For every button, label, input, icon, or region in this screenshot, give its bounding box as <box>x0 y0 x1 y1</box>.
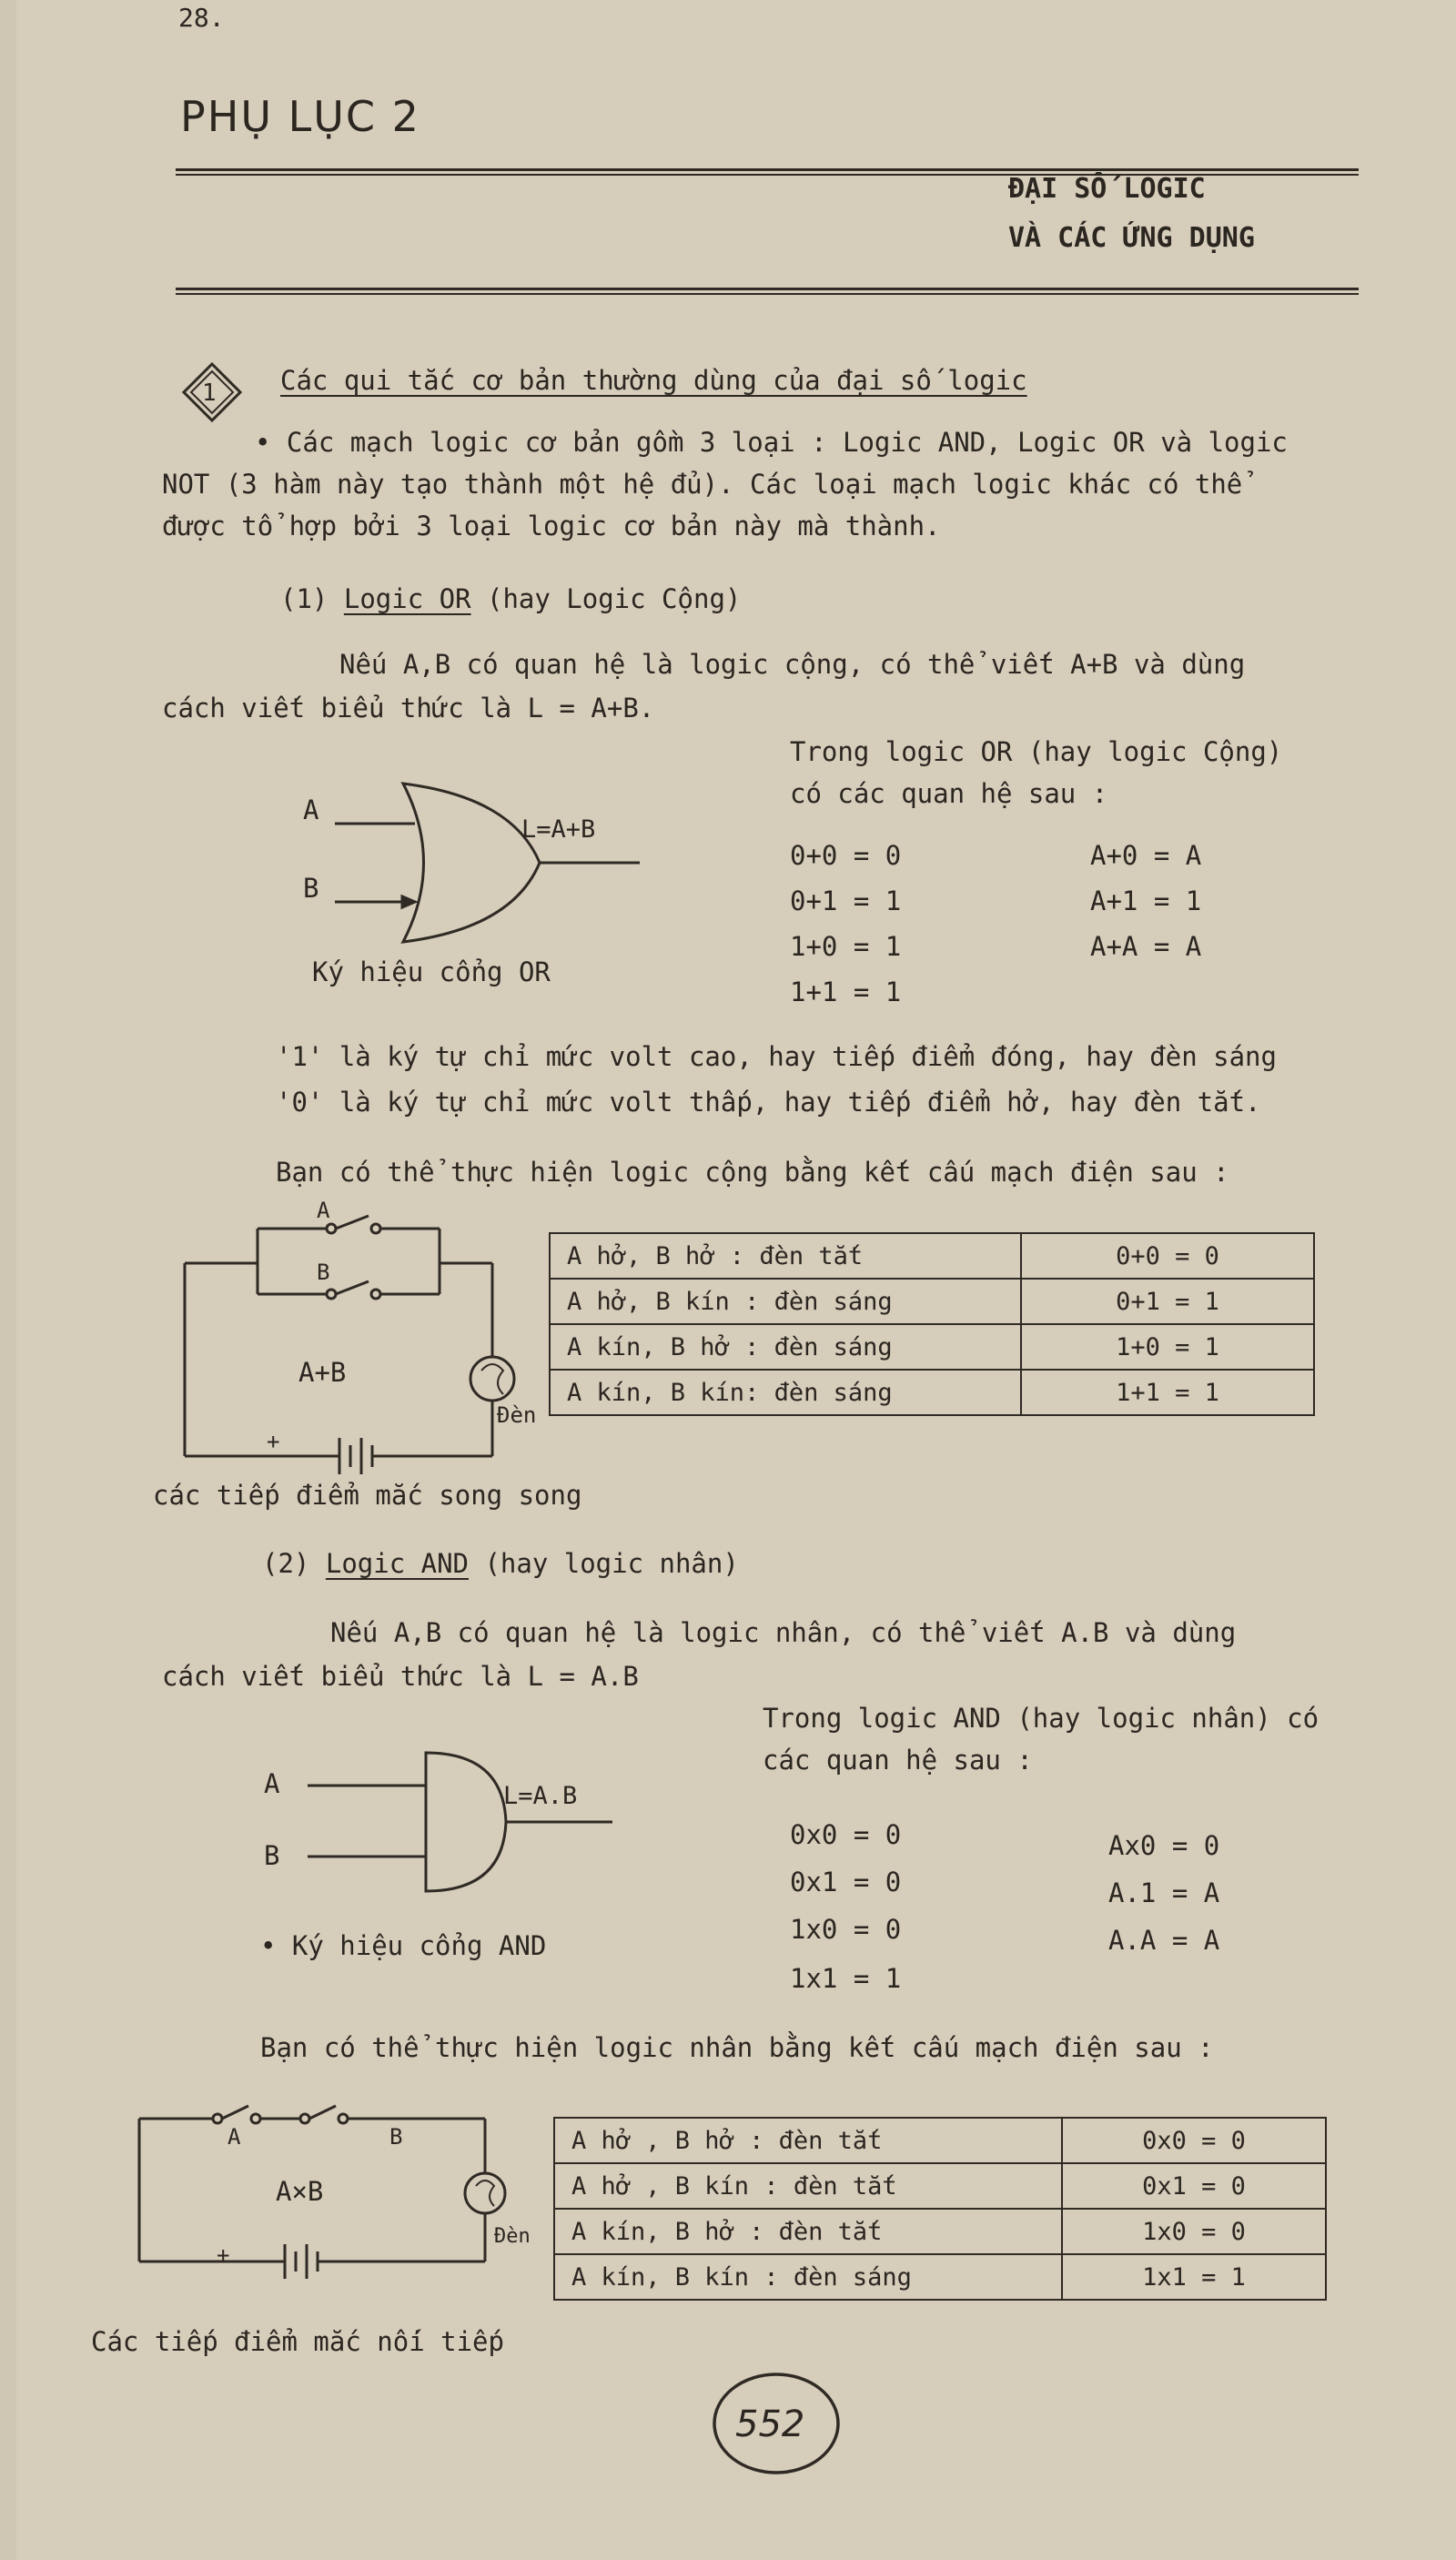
table-row <box>550 1279 1314 1324</box>
table-cell-expr: 0x0 = 0 <box>1062 2118 1326 2163</box>
or-relation-left-4: 1+1 = 1 <box>790 976 902 1007</box>
and-relation-left-1: 0x0 = 0 <box>790 1819 902 1850</box>
or-gate-output: L=A+B <box>521 815 596 844</box>
and-heading-title: Logic AND <box>325 1548 469 1579</box>
or-circuit-intro: Bạn có thể thực hiện logic cộng bằng kết cấu mạch điện sau : <box>276 1157 1229 1188</box>
table-cell-state: A hở, B kín : đèn sáng <box>550 1279 1021 1324</box>
and-relations-intro-1: Trong logic AND (hay logic nhân) có <box>763 1703 1320 1734</box>
and-circuit-battery-plus: + <box>217 2242 230 2268</box>
table-cell-expr: 0+1 = 1 <box>1021 1279 1314 1324</box>
and-relation-right-3: A.A = A <box>1108 1925 1220 1956</box>
or-relations-intro-2: có các quan hệ sau : <box>790 778 1108 809</box>
table-row <box>554 2209 1326 2254</box>
or-circuit-battery-plus: + <box>267 1429 280 1454</box>
series-circuit <box>121 2102 531 2284</box>
and-heading-rest: (hay logic nhân) <box>469 1548 739 1579</box>
page-number: 28. <box>178 3 225 33</box>
document-page <box>16 0 1456 2560</box>
or-heading-rest: (hay Logic Cộng) <box>470 583 742 614</box>
and-gate-input-b: B <box>264 1840 280 1871</box>
intro-line-2: NOT (3 hàm này tạo thành một hệ đủ). Các loại mạch logic khác có thể <box>162 469 1243 500</box>
or-circuit-label: A+B <box>298 1357 347 1388</box>
section-number: 1 <box>202 379 217 407</box>
table-cell-state: A kín, B hở : đèn tắt <box>554 2209 1062 2254</box>
intro-line-1: • Các mạch logic cơ bản gồm 3 loại : Logic AND, Logic OR và logic <box>255 427 1288 458</box>
table-cell-expr: 1x1 = 1 <box>1062 2254 1326 2300</box>
or-gate-input-b: B <box>303 873 319 904</box>
subtitle-line-1: ĐẠI SỐ LOGIC <box>1008 173 1206 205</box>
and-gate-input-a: A <box>264 1768 280 1799</box>
and-gate-symbol <box>289 1745 635 1900</box>
or-circuit-switch-a-label: A <box>317 1198 330 1223</box>
or-para-line-2: cách viết biểu thức là L = A+B. <box>162 693 655 723</box>
table-row <box>554 2163 1326 2209</box>
table-cell-expr: 1x0 = 0 <box>1062 2209 1326 2254</box>
or-circuit-lamp-label: Đèn <box>497 1402 537 1428</box>
header-rule-bottom-2 <box>176 293 1359 295</box>
table-cell-expr: 1+1 = 1 <box>1021 1370 1314 1415</box>
table-cell-expr: 0x1 = 0 <box>1062 2163 1326 2209</box>
or-truth-table <box>549 1232 1315 1416</box>
and-circuit-lamp-label: Đèn <box>494 2225 531 2248</box>
table-cell-expr: 1+0 = 1 <box>1021 1324 1314 1370</box>
or-relation-right-1: A+0 = A <box>1090 840 1202 871</box>
and-relation-left-4: 1x1 = 1 <box>790 1963 902 1994</box>
and-gate-caption: • Ký hiệu cổng AND <box>260 1930 547 1961</box>
and-relation-right-1: Ax0 = 0 <box>1108 1830 1220 1861</box>
and-para-line-1: Nếu A,B có quan hệ là logic nhân, có thể viết A.B và dùng <box>330 1617 1237 1648</box>
appendix-title: PHỤ LỤC 2 <box>180 92 420 141</box>
or-gate-caption: Ký hiệu cổng OR <box>312 956 551 987</box>
or-heading-number: (1) <box>280 583 329 614</box>
and-circuit-intro: Bạn có thể thực hiện logic nhân bằng kết cấu mạch điện sau : <box>260 2032 1214 2063</box>
or-relation-left-1: 0+0 = 0 <box>790 840 902 871</box>
table-row <box>550 1324 1314 1370</box>
intro-line-3: được tổ hợp bởi 3 loại logic cơ bản này mà thành. <box>162 511 941 541</box>
and-circuit-switch-a-label: A <box>228 2124 241 2150</box>
and-para-line-2: cách viết biểu thức là L = A.B <box>162 1661 639 1692</box>
note-line-1: '1' là ký tự chỉ mức volt cao, hay tiếp điểm đóng, hay đèn sáng <box>276 1041 1277 1072</box>
header-rule-bottom <box>176 288 1359 290</box>
or-heading-title: Logic OR <box>343 583 471 614</box>
table-cell-expr: 0+0 = 0 <box>1021 1233 1314 1279</box>
and-relations-intro-2: các quan hệ sau : <box>763 1745 1033 1776</box>
and-relation-left-2: 0x1 = 0 <box>790 1867 902 1897</box>
or-relation-left-3: 1+0 = 1 <box>790 931 902 962</box>
or-relation-left-2: 0+1 = 1 <box>790 885 902 916</box>
and-relation-right-2: A.1 = A <box>1108 1877 1220 1908</box>
section-heading: Các qui tắc cơ bản thường dùng của đại số logic <box>280 365 1027 396</box>
table-cell-state: A kín, B hở : đèn sáng <box>550 1324 1021 1370</box>
and-circuit-caption: Các tiếp điểm mắc nối tiếp <box>91 2326 504 2357</box>
and-circuit-label: A×B <box>276 2176 324 2207</box>
or-relation-right-2: A+1 = 1 <box>1090 885 1202 916</box>
or-gate-symbol <box>308 778 653 960</box>
or-circuit-caption: các tiếp điểm mắc song song <box>153 1480 582 1511</box>
and-circuit-switch-b-label: B <box>389 2124 403 2150</box>
table-cell-state: A hở, B hở : đèn tắt <box>550 1233 1021 1279</box>
table-row <box>550 1370 1314 1415</box>
or-circuit-switch-b-label: B <box>317 1260 330 1285</box>
parallel-circuit <box>167 1201 531 1474</box>
and-heading <box>262 1547 739 1580</box>
table-row <box>550 1233 1314 1279</box>
table-row <box>554 2254 1326 2300</box>
and-heading-number: (2) <box>262 1548 310 1579</box>
table-row <box>554 2118 1326 2163</box>
table-cell-state: A hở , B hở : đèn tắt <box>554 2118 1062 2163</box>
table-cell-state: A kín, B kín : đèn sáng <box>554 2254 1062 2300</box>
or-gate-input-a: A <box>303 794 319 825</box>
or-para-line-1: Nếu A,B có quan hệ là logic cộng, có thể viết A+B và dùng <box>339 649 1246 680</box>
table-cell-state: A hở , B kín : đèn tắt <box>554 2163 1062 2209</box>
note-line-2: '0' là ký tự chỉ mức volt thấp, hay tiếp điểm hở, hay đèn tắt. <box>276 1087 1261 1118</box>
and-relation-left-3: 1x0 = 0 <box>790 1914 902 1945</box>
and-truth-table <box>553 2117 1327 2301</box>
or-relation-right-3: A+A = A <box>1090 931 1202 962</box>
table-cell-state: A kín, B kín: đèn sáng <box>550 1370 1021 1415</box>
subtitle-line-2: VÀ CÁC ỨNG DỤNG <box>1008 222 1255 254</box>
or-heading <box>280 582 741 615</box>
and-gate-output: L=A.B <box>503 1782 578 1810</box>
page-stamp-number: 552 <box>735 2403 805 2445</box>
and-gate-caption-text: Ký hiệu cổng AND <box>291 1930 547 1961</box>
or-relations-intro-1: Trong logic OR (hay logic Cộng) <box>790 736 1283 767</box>
header-rule-top <box>176 168 1359 171</box>
